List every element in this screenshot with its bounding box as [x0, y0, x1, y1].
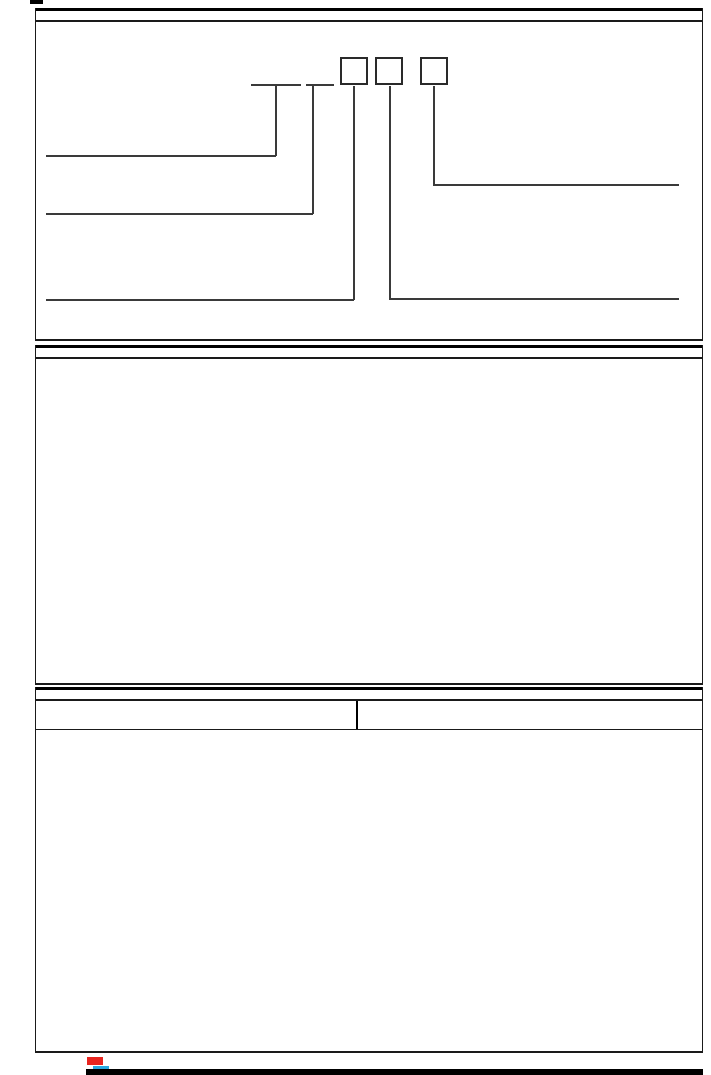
logo-row-argo: [85, 1056, 111, 1065]
technical-data-section: [35, 345, 703, 685]
code-underline-size: [306, 84, 334, 86]
technical-table: [36, 359, 702, 683]
code-box-spool: [375, 57, 403, 85]
spool-symbols-title: [36, 687, 702, 701]
spool-header-left: [36, 701, 358, 729]
connector-seals: [433, 86, 435, 185]
connector-spool: [389, 86, 391, 300]
spool-header-right: [358, 701, 702, 729]
rule-manual: [46, 155, 276, 157]
footer-black-bar: [86, 1069, 703, 1075]
code-box-seals: [420, 57, 448, 85]
rule-spool: [389, 298, 679, 300]
rule-valve-size: [46, 213, 313, 215]
ordering-code-title: [36, 8, 702, 22]
scan-artifact: [30, 0, 43, 4]
ordering-code-section: [35, 8, 703, 341]
rule-seals: [433, 184, 679, 186]
spool-table-header: [36, 701, 702, 730]
connector-valve-size: [312, 85, 314, 214]
connector-manual: [275, 85, 277, 156]
spool-symbols-section: [35, 687, 703, 1053]
technical-data-title: [36, 345, 702, 359]
code-box-positions: [340, 57, 368, 85]
connector-positions: [353, 86, 355, 300]
logo-red-square: [87, 1057, 103, 1065]
spool-table-body: [36, 730, 702, 1051]
rule-positions: [46, 299, 354, 301]
